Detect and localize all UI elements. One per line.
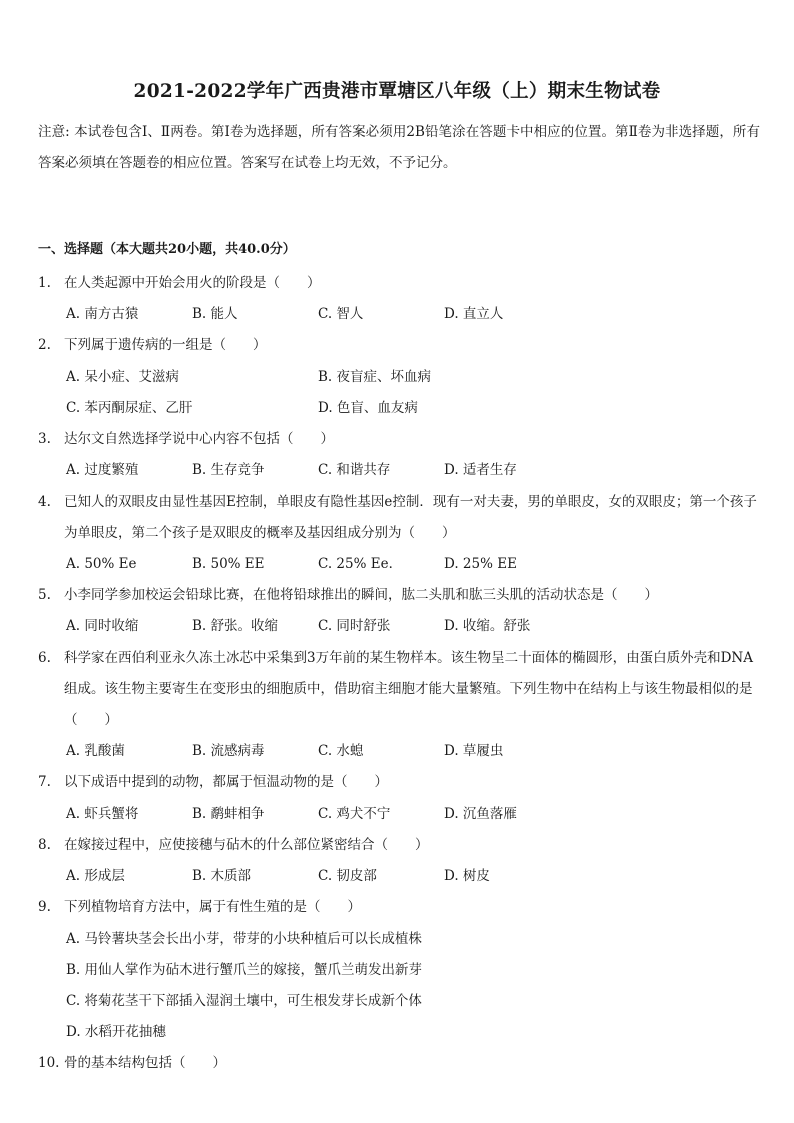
option-d: D. 色盲、血友病 — [318, 400, 418, 416]
question-text: 在人类起源中开始会用火的阶段是（ ） — [64, 275, 321, 291]
option-a: A. 呆小症、艾滋病 — [66, 369, 179, 385]
question-number: 4. — [38, 494, 51, 510]
exam-notice: 注意: 本试卷包含Ⅰ、Ⅱ两卷。第Ⅰ卷为选择题，所有答案必须用2B铅笔涂在答题卡中相应的位置。第Ⅱ卷为非选择题，所有答案必须填在答题卷的相应位置。答案写在试卷上均无效，不予记分。 — [38, 124, 760, 171]
option-d: D. 25% EE — [444, 556, 517, 572]
option-b: B. 生存竞争 — [192, 462, 265, 478]
question-number: 9. — [38, 899, 51, 915]
option-b: B. 鹬蚌相争 — [192, 806, 265, 822]
option-d: D. 适者生存 — [444, 462, 517, 478]
question-number: 10. — [38, 1055, 60, 1071]
question-6 — [0, 648, 794, 741]
question-text: 骨的基本结构包括（ ） — [64, 1055, 226, 1071]
option-c: C. 25% Ee． — [318, 556, 403, 572]
question-number: 8. — [38, 837, 51, 853]
question-text: 以下成语中提到的动物，都属于恒温动物的是（ ） — [64, 774, 388, 790]
option-c: C. 将菊花茎干下部插入湿润土壤中，可生根发芽长成新个体 — [66, 993, 422, 1009]
question-text: 小李同学参加校运会铅球比赛，在他将铅球推出的瞬间，肱二头肌和肱三头肌的活动状态是（ ） — [64, 587, 658, 603]
question-number: 7. — [38, 774, 51, 790]
question-text: 达尔文自然选择学说中心内容不包括（ ） — [64, 431, 334, 447]
option-b: B. 50% EE — [192, 556, 265, 572]
option-b: B. 用仙人掌作为砧木进行蟹爪兰的嫁接，蟹爪兰萌发出新芽 — [66, 962, 423, 978]
option-a: A. 过度繁殖 — [66, 462, 139, 478]
question-number: 6. — [38, 650, 51, 666]
question-text: 下列属于遗传病的一组是（ ） — [64, 337, 267, 353]
option-a: A. 形成层 — [66, 868, 125, 884]
option-d: D. 树皮 — [444, 868, 490, 884]
option-a: A. 乳酸菌 — [66, 743, 125, 759]
option-c: C. 韧皮部 — [318, 868, 377, 884]
option-b: B. 舒张。收缩 — [192, 618, 279, 634]
option-a: A. 马铃薯块茎会长出小芽，带芽的小块种植后可以长成植株 — [66, 931, 422, 947]
question-text: 已知人的双眼皮由显性基因E控制，单眼皮有隐性基因e控制．现有一对夫妻，男的单眼皮，女的双眼皮；第一个孩子为单眼皮，第二个孩子是双眼皮的概率及基因组成分别为（ ） — [64, 494, 757, 541]
option-b: B. 夜盲症、坏血病 — [318, 369, 432, 385]
question-number: 2. — [38, 337, 51, 353]
option-d: D. 收缩。舒张 — [444, 618, 531, 634]
option-a: A. 南方古猿 — [66, 306, 139, 322]
option-b: B. 木质部 — [192, 868, 252, 884]
option-c: C. 和谐共存 — [318, 462, 391, 478]
question-text: 在嫁接过程中，应使接穗与砧木的什么部位紧密结合（ ） — [64, 837, 429, 853]
option-d: D. 草履虫 — [444, 743, 504, 759]
question-number: 3. — [38, 431, 51, 447]
option-c: C. 水螅 — [318, 743, 364, 759]
option-b: B. 流感病毒 — [192, 743, 265, 759]
question-text: 下列植物培育方法中，属于有性生殖的是（ ） — [64, 899, 361, 915]
option-c: C. 同时舒张 — [318, 618, 391, 634]
question-number: 1. — [38, 275, 51, 291]
option-a: A. 虾兵蟹将 — [66, 806, 139, 822]
option-c: C. 苯丙酮尿症、乙肝 — [66, 400, 193, 416]
question-number: 5. — [38, 587, 51, 603]
option-c: C. 鸡犬不宁 — [318, 806, 391, 822]
option-d: D. 沉鱼落雁 — [444, 806, 517, 822]
option-a: A. 50% Ee — [66, 556, 137, 572]
section-heading: 一、选择题（本大题共20小题，共40.0分） — [38, 242, 296, 257]
exam-title: 2021-2022学年广西贵港市覃塘区八年级（上）期末生物试卷 — [133, 81, 661, 102]
option-a: A. 同时收缩 — [66, 618, 139, 634]
option-d: D. 水稻开花抽穗 — [66, 1024, 166, 1040]
option-c: C. 智人 — [318, 306, 364, 322]
question-4 — [0, 492, 794, 554]
question-text: 科学家在西伯利亚永久冻土冰芯中采集到3万年前的某生物样本。该生物呈二十面体的椭圆形，由蛋白质外壳和DNA组成。该生物主要寄生在变形虫的细胞质中，借助宿主细胞才能大量繁殖。下列生物中在结构上与该生物最相似的是（ ） — [64, 650, 753, 728]
option-d: D. 直立人 — [444, 306, 504, 322]
option-b: B. 能人 — [192, 306, 238, 322]
